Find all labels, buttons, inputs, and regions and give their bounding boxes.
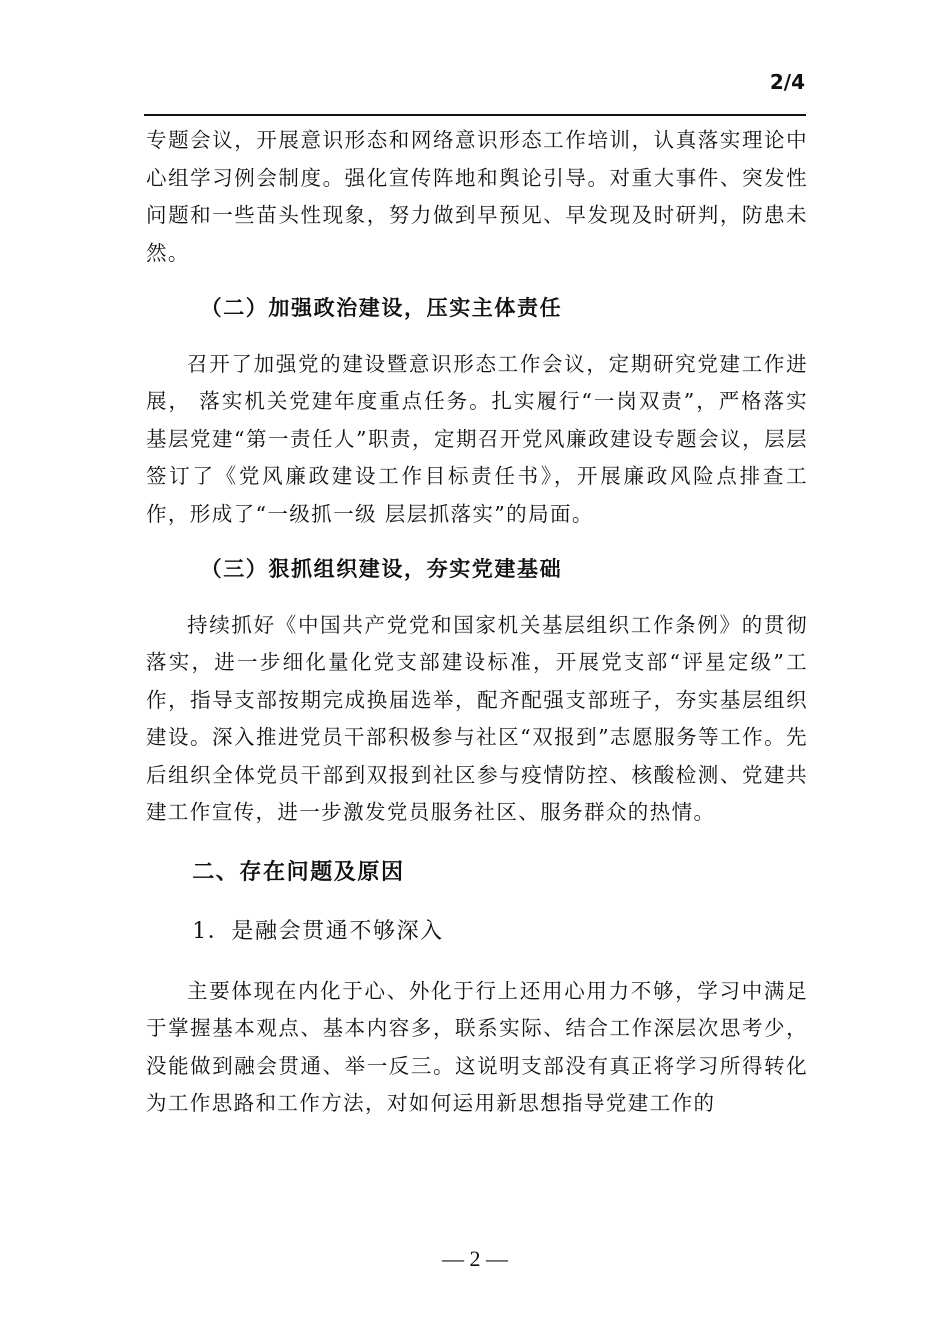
document-body [146, 122, 808, 1123]
spacer [146, 589, 808, 607]
page-counter: 2/4 [769, 70, 805, 94]
spacer [146, 951, 808, 973]
chapter-heading-problems: 二、存在问题及原因 [192, 859, 405, 885]
section-heading-organization-building: （三）狠抓组织建设，夯实党建基础 [200, 557, 563, 581]
spacer [146, 832, 808, 854]
spacer [146, 533, 808, 551]
paragraph-political-building: 召开了加强党的建设暨意识形态工作会议，定期研究党建工作进展， 落实机关党建年度重点任务。扎实履行“一岗双责”，严格落实基层党建“第一责任人”职责，定期召开党风廉政建设专题会议，层层签订了《党风廉政建设工作目标责任书》，开展廉政风险点排查工作，形成了“一级抓一级 层层抓落实”的局面。 [146, 351, 808, 526]
paragraph-continued: 专题会议，开展意识形态和网络意识形态工作培训，认真落实理论中心组学习例会制度。强化宣传阵地和舆论引导。对重大事件、突发性问题和一些苗头性现象，努力做到早预见、早发现及时研判，防患未然。 [146, 128, 808, 265]
spacer [146, 891, 808, 913]
spacer [146, 328, 808, 346]
header-divider [144, 114, 806, 116]
subheading-point-1: 1．是融会贯通不够深入 [192, 919, 444, 944]
spacer [146, 272, 808, 290]
footer-page-number: — 2 — [442, 1246, 508, 1271]
section-heading-political-building: （二）加强政治建设，压实主体责任 [200, 296, 563, 320]
paragraph-organization-building: 持续抓好《中国共产党党和国家机关基层组织工作条例》的贯彻落实，进一步细化量化党支部建设标准，开展党支部“评星定级”工作，指导支部按期完成换届选举，配齐配强支部班子，夯实基层组织建设。深入推进党员干部积极参与社区“双报到”志愿服务等工作。先后组织全体党员干部到双报到社区参与疫情防控、核酸检测、党建共建工作宣传，进一步激发党员服务社区、服务群众的热情。 [146, 612, 808, 824]
paragraph-point-1: 主要体现在内化于心、外化于行上还用心用力不够，学习中满足于掌握基本观点、基本内容多，联系实际、结合工作深层次思考少，没能做到融会贯通、举一反三。这说明支部没有真正将学习所得转化为工作思路和工作方法，对如何运用新思想指导党建工作的 [146, 978, 808, 1115]
